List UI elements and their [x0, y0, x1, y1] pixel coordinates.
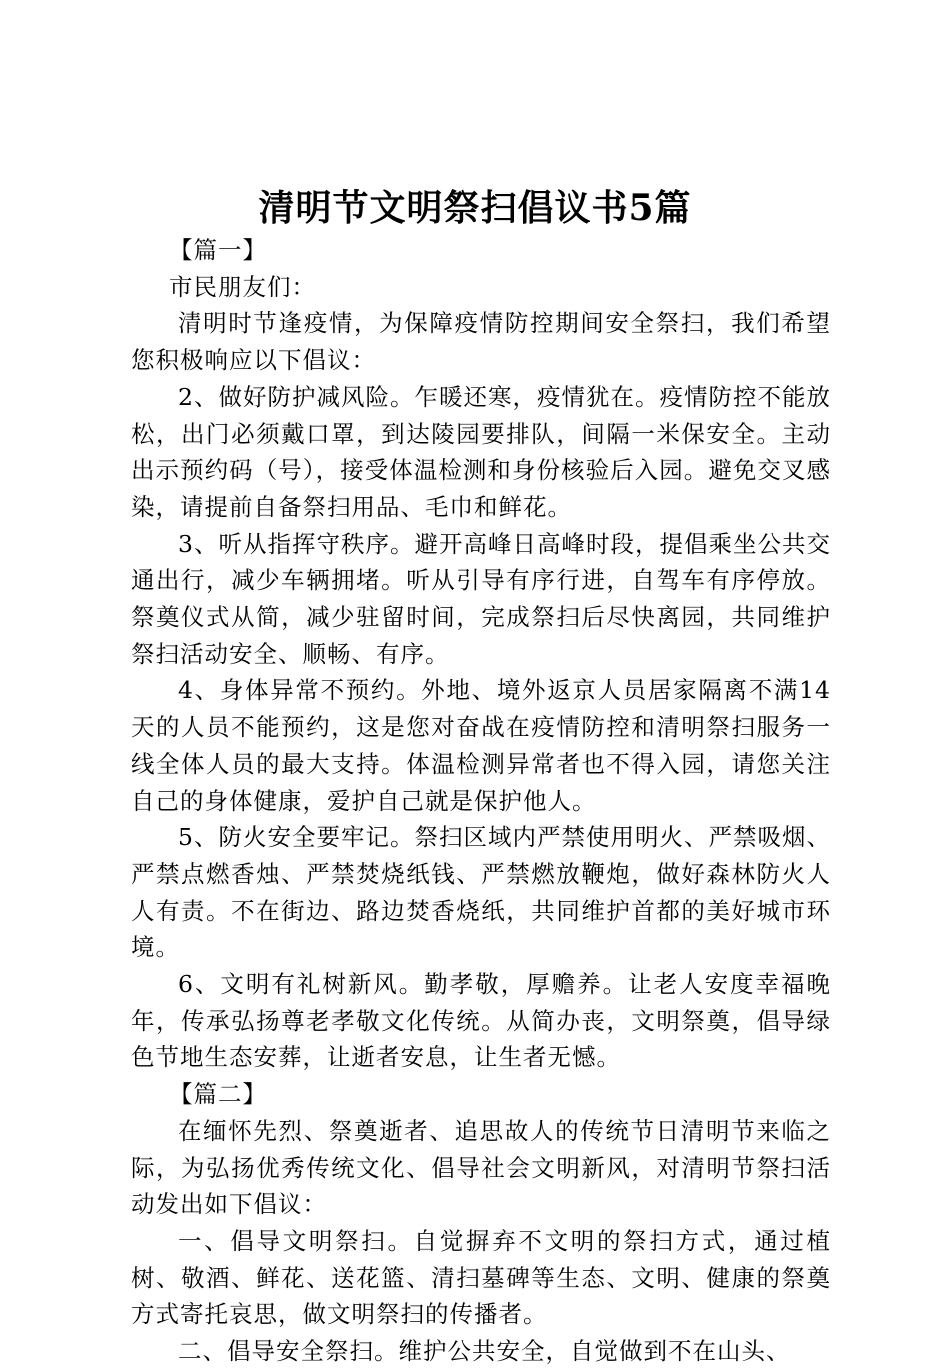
- salutation: 市民朋友们：: [169, 272, 316, 301]
- document-body: [131, 232, 831, 1370]
- section-heading-2: 【篇二】: [169, 1080, 267, 1109]
- paragraph-item-2: 2、做好防护减风险。乍暖还寒，疫情犹在。疫情防控不能放松，出门必须戴口罩，到达陵园要排队，间隔一米保安全。主动出示预约码（号），接受体温检测和身份核验后入园。避免交叉感染，请提前自备祭扫用品、毛巾和鲜花。: [131, 382, 831, 521]
- paragraph-section2-item-1: 一、倡导文明祭扫。自觉摒弃不文明的祭扫方式，通过植树、敬酒、鲜花、送花篮、清扫墓碑等生态、文明、健康的祭奠方式寄托哀思，做文明祭扫的传播者。: [131, 1226, 831, 1329]
- paragraph-section2-item-2: 二、倡导安全祭扫。维护公共安全，自觉做到不在山头、: [178, 1337, 791, 1366]
- section-heading-1: 【篇一】: [169, 236, 267, 264]
- paragraph-item-6: 6、文明有礼树新风。勤孝敬，厚赡养。让老人安度幸福晚年，传承弘扬尊老孝敬文化传统。从简办丧，文明祭奠，倡导绿色节地生态安葬，让逝者安息，让生者无憾。: [131, 970, 831, 1072]
- paragraph-item-4: 4、身体异常不预约。外地、境外返京人员居家隔离不满14天的人员不能预约，这是您对奋战在疫情防控和清明祭扫服务一线全体人员的最大支持。体温检测异常者也不得入园，请您关注自己的身体健康，爱护自己就是保护他人。: [131, 676, 831, 815]
- paragraph-intro: 清明时节逢疫情，为保障疫情防控期间安全祭扫，我们希望您积极响应以下倡议：: [131, 309, 831, 375]
- paragraph-item-3: 3、听从指挥守秩序。避开高峰日高峰时段，提倡乘坐公共交通出行，减少车辆拥堵。听从引导有序行进，自驾车有序停放。祭奠仪式从简，减少驻留时间，完成祭扫后尽快离园，共同维护祭扫活动安全、顺畅、有序。: [131, 529, 831, 668]
- document-title: 清明节文明祭扫倡议书5篇: [258, 187, 692, 229]
- paragraph-section2-intro: 在缅怀先烈、祭奠逝者、追思故人的传统节日清明节来临之际，为弘扬优秀传统文化、倡导社会文明新风，对清明节祭扫活动发出如下倡议：: [131, 1116, 831, 1219]
- paragraph-item-5: 5、防火安全要牢记。祭扫区域内严禁使用明火、严禁吸烟、严禁点燃香烛、严禁焚烧纸钱、严禁燃放鞭炮，做好森林防火人人有责。不在街边、路边焚香烧纸，共同维护首都的美好城市环境。: [131, 823, 831, 962]
